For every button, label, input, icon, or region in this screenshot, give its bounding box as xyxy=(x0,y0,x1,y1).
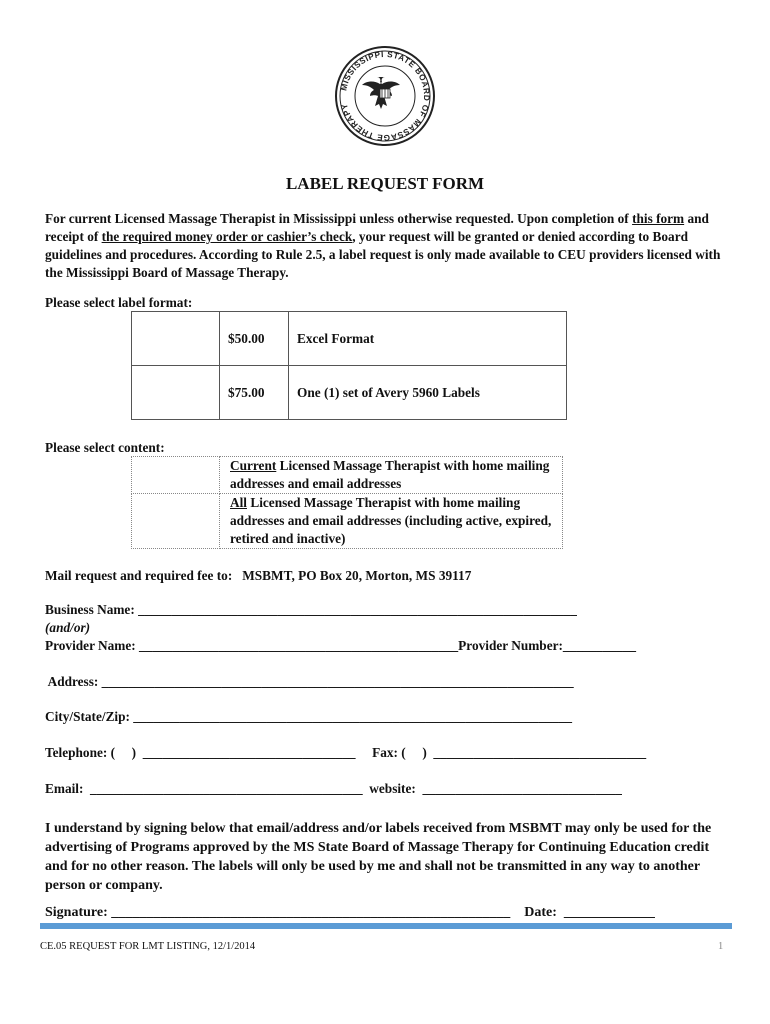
city-state-zip-field[interactable]: City/State/Zip: __________________________________________________________________ xyxy=(45,709,573,724)
intro-text: , your request will be granted or denied according to Board guidelines and procedures. According to Rule 2.5, a label request is only made available to CEU providers licensed with the Mississippi Board of Massage Therapy. xyxy=(45,229,721,280)
format-price: $50.00 xyxy=(220,312,289,366)
intro-text: and receipt of xyxy=(45,211,709,244)
mail-instructions: Mail request and required fee to: MSBMT, PO Box 20, Morton, MS 39117 xyxy=(45,568,472,583)
eagle-icon xyxy=(362,77,400,109)
format-option-avery xyxy=(132,366,567,420)
format-label: Please select label format: xyxy=(45,295,193,310)
and-or-note: (and/or) xyxy=(45,620,91,635)
page-number: 1 xyxy=(718,941,724,952)
business-name-field[interactable]: Business Name: __________________________________________________________________ xyxy=(45,602,577,617)
format-desc: One (1) set of Avery 5960 Labels xyxy=(289,366,567,420)
signature-date-field[interactable]: Signature: _________________________________________________________ Date: _____________ xyxy=(45,905,655,920)
content-keyword: All xyxy=(230,495,247,510)
provider-field[interactable]: Provider Name: ________________________________________________Provider Number:___________ xyxy=(45,638,637,653)
address-field[interactable]: Address: _______________________________________________________________________ xyxy=(45,674,574,689)
intro-paragraph xyxy=(45,210,725,282)
footer-text: CE.05 REQUEST FOR LMT LISTING, 12/1/2014 xyxy=(40,941,256,952)
content-option-current xyxy=(132,457,563,494)
content-checkbox-current[interactable] xyxy=(132,457,220,494)
content-text: Licensed Massage Therapist with home mailing addresses and email addresses (including active, expired, retired and inactive) xyxy=(230,495,552,546)
board-seal xyxy=(334,45,436,147)
label-format-table xyxy=(131,311,567,420)
content-keyword: Current xyxy=(230,458,277,473)
content-label: Please select content: xyxy=(45,440,165,455)
intro-text: For current Licensed Massage Therapist in Mississippi unless otherwise requested. Upon completion of xyxy=(45,211,633,226)
content-desc xyxy=(220,494,563,549)
content-table xyxy=(131,456,563,549)
format-price: $75.00 xyxy=(220,366,289,420)
content-text: Licensed Massage Therapist with home mailing addresses and email addresses xyxy=(230,458,550,491)
intro-underlined-payment: the required money order or cashier’s check xyxy=(101,229,353,244)
acknowledgement-text: I understand by signing below that email/address and/or labels received from MSBMT may only be used for the advertising of Programs approved by the MS State Board of Massage Therapy for Continuing Education credit and for no other reason. The labels will only be used by me and shall not be transmitted in any way to another person or company. xyxy=(45,821,712,893)
format-option-excel xyxy=(132,312,567,366)
intro-underlined-form: this form xyxy=(632,211,685,226)
content-checkbox-all[interactable] xyxy=(132,494,220,549)
svg-text:MISSISSIPPI STATE BOARD OF MAS: MISSISSIPPI STATE BOARD OF MASSAGE THERAPY xyxy=(339,49,432,143)
format-desc: Excel Format xyxy=(289,312,567,366)
form-title: LABEL REQUEST FORM xyxy=(285,174,485,193)
telephone-fax-field[interactable]: Telephone: ( ) ________________________________ Fax: ( ) ________________________________ xyxy=(45,745,647,760)
content-option-all xyxy=(132,494,563,549)
content-desc xyxy=(220,457,563,494)
format-checkbox-avery[interactable] xyxy=(132,366,220,420)
footer-rule xyxy=(40,923,732,929)
email-website-field[interactable]: Email: _________________________________________ website: ______________________________ xyxy=(45,781,622,796)
format-checkbox-excel[interactable] xyxy=(132,312,220,366)
